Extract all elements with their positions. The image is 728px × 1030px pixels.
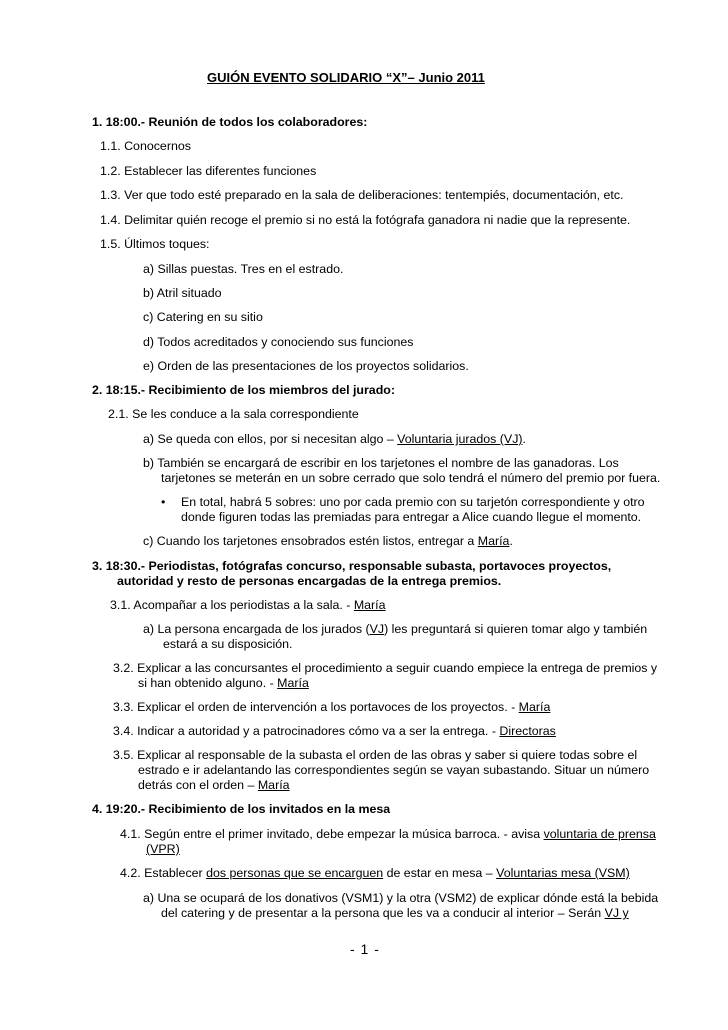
sub-item-3-1-a-line2: estará a su disposición. xyxy=(163,637,293,651)
item-1-5: 1.5. Últimos toques: xyxy=(100,237,210,251)
sub-item-text: c) Cuando los tarjetones ensobrados estén listos, entregar a xyxy=(143,534,478,548)
sub-item-1-5-b: b) Atril situado xyxy=(143,286,222,300)
sub-item-1-5-c: c) Catering en su sitio xyxy=(143,310,263,324)
item-3-5-line2: estrado e ir adelantando las correspondientes según se vayan subastando. Situar un número xyxy=(138,763,650,777)
role-link-vj: Voluntaria jurados (VJ) xyxy=(397,432,523,446)
sub-item-2-1-a xyxy=(143,432,526,447)
section-1-heading: 1. 18:00.- Reunión de todos los colaboradores: xyxy=(92,115,368,129)
sub-item-1-5-d: d) Todos acreditados y conociendo sus funciones xyxy=(143,335,414,349)
item-3-4 xyxy=(113,724,556,739)
section-3-heading-line2: autoridad y resto de personas encargadas de la entrega premios. xyxy=(117,574,502,588)
sub-item-2-1-c xyxy=(143,534,513,549)
item-text: 4.2. Establecer xyxy=(120,866,207,880)
section-2-heading: 2. 18:15.- Recibimiento de los miembros del jurado: xyxy=(92,383,395,397)
role-link-maria: María xyxy=(257,778,290,792)
item-4-1-line2: (VPR) xyxy=(146,842,180,856)
role-link-vj: VJ xyxy=(369,622,385,636)
sub-item-2-1-b-line2: tarjetones se meterán en un sobre cerrado que solo tendrá el número del premio por fuera. xyxy=(161,471,661,485)
item-text: si han obtenido alguno. - xyxy=(138,676,278,690)
section-4-heading: 4. 19:20.- Recibimiento de los invitados en la mesa xyxy=(92,802,391,816)
item-text: 3.3. Explicar el orden de intervención a los portavoces de los proyectos. - xyxy=(113,700,519,714)
item-4-2 xyxy=(120,866,630,881)
item-text: de estar en mesa – xyxy=(383,866,497,880)
sub-item-1-5-a: a) Sillas puestas. Tres en el estrado. xyxy=(143,262,344,276)
bullet-line1: En total, habrá 5 sobres: uno por cada premio con su tarjetón correspondiente y otro xyxy=(181,495,645,509)
item-1-2: 1.2. Establecer las diferentes funciones xyxy=(100,164,317,178)
sub-item-3-1-a-line1 xyxy=(143,622,647,637)
sub-item-1-5-e: e) Orden de las presentaciones de los proyectos solidarios. xyxy=(143,359,469,373)
item-text: 3.1. Acompañar a los periodistas a la sala. - xyxy=(110,598,354,612)
item-3-3 xyxy=(113,700,550,715)
role-link-maria: María xyxy=(277,676,309,690)
bullet-icon: • xyxy=(161,495,166,509)
role-link-maria: María xyxy=(518,700,551,714)
item-text: 3.4. Indicar a autoridad y a patrocinadores cómo va a ser la entrega. - xyxy=(113,724,500,738)
item-text: detrás con el orden – xyxy=(138,778,258,792)
item-4-1-line1 xyxy=(120,827,656,842)
role-link-two-people: dos personas que se encarguen xyxy=(206,866,384,880)
bullet-line2: donde figuren todas las premiadas para entregar a Alice cuando llegue el momento. xyxy=(181,510,642,524)
sub-item-text: a) La persona encargada de los jurados ( xyxy=(143,622,370,636)
role-link-vsm: Voluntarias mesa (VSM) xyxy=(496,866,630,880)
item-2-1: 2.1. Se les conduce a la sala correspondiente xyxy=(108,407,359,421)
item-3-5-line3 xyxy=(138,778,290,793)
item-3-1 xyxy=(110,598,386,613)
item-1-1: 1.1. Conocernos xyxy=(100,139,191,153)
item-text: 4.1. Según entre el primer invitado, debe empezar la música barroca. - avisa xyxy=(120,827,544,841)
sub-item-text: . xyxy=(522,432,526,446)
role-link-vpr: voluntaria de prensa xyxy=(543,827,656,841)
role-link-maria: María xyxy=(353,598,386,612)
item-1-4: 1.4. Delimitar quién recoge el premio si no está la fotógrafa ganadora ni nadie que la represente. xyxy=(100,213,631,227)
document-title: GUIÓN EVENTO SOLIDARIO “X”– Junio 2011 xyxy=(207,70,485,85)
sub-item-text: a) Se queda con ellos, por si necesitan algo – xyxy=(143,432,398,446)
sub-item-text: . xyxy=(509,534,513,548)
role-link-vj: VJ y xyxy=(604,906,629,920)
item-1-3: 1.3. Ver que todo esté preparado en la sala de deliberaciones: tentempiés, documentación, etc. xyxy=(100,188,624,202)
sub-item-4-2-a-line1: a) Una se ocupará de los donativos (VSM1) y la otra (VSM2) de explicar dónde está la bebida xyxy=(143,891,659,905)
sub-item-4-2-a-line2 xyxy=(161,906,629,921)
page-number: - 1 - xyxy=(350,941,380,957)
sub-item-text: del catering y de presentar a la persona que les va a conducir al interior – Serán xyxy=(161,906,605,920)
item-3-2-line2 xyxy=(138,676,309,691)
section-3-heading-line1: 3. 18:30.- Periodistas, fotógrafas concurso, responsable subasta, portavoces proyectos, xyxy=(92,559,612,573)
item-3-5-line1: 3.5. Explicar al responsable de la subasta el orden de las obras y saber si quiere todas sobre el xyxy=(113,748,638,762)
sub-item-text: ) les preguntará si quieren tomar algo y también xyxy=(384,622,648,636)
sub-item-2-1-b-line1: b) También se encargará de escribir en los tarjetones el nombre de las ganadoras. Los xyxy=(143,456,619,470)
role-link-directoras: Directoras xyxy=(499,724,556,738)
item-3-2-line1: 3.2. Explicar a las concursantes el procedimiento a seguir cuando empiece la entrega de premios y xyxy=(113,661,658,675)
role-link-maria: María xyxy=(477,534,510,548)
